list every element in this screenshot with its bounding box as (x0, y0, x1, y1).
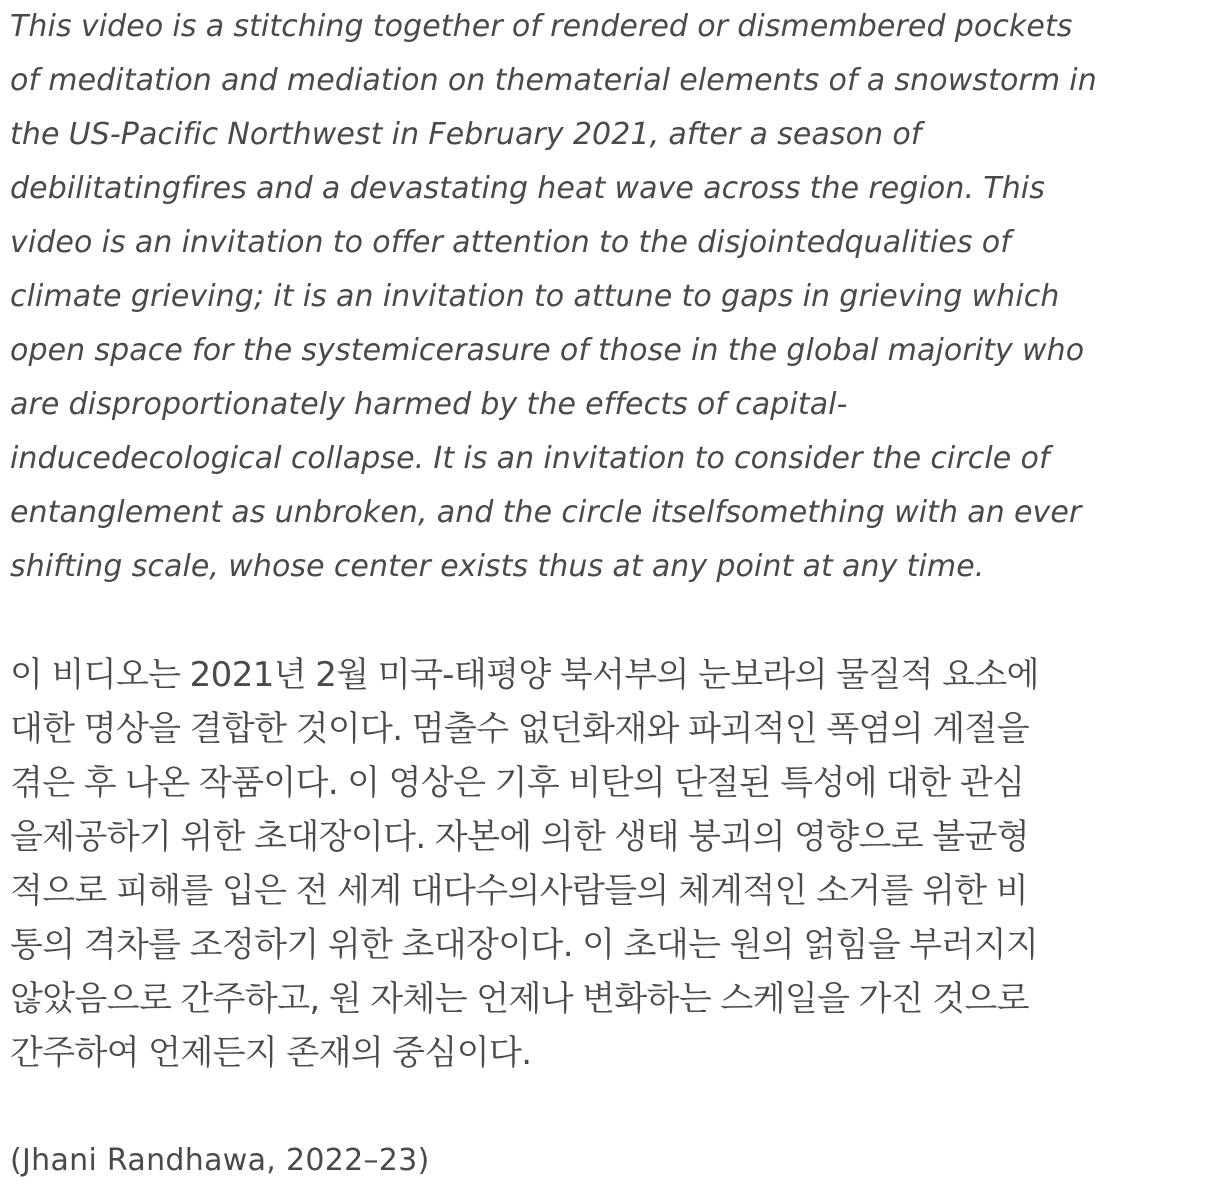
english-line: open space for the systemicerasure of those in the global majority who (10, 333, 1085, 368)
english-line: climate grieving; it is an invitation to attune to gaps in grieving which (10, 279, 1060, 314)
english-line: video is an invitation to offer attention to the disjointedqualities of (10, 225, 1011, 260)
korean-line: 적으로 피해를 입은 전 세계 대다수의사람들의 체계적인 소거를 위한 비 (10, 871, 1028, 911)
english-line: This video is a stitching together of rendered or dismembered pockets (10, 9, 1073, 44)
english-line: inducedecological collapse. It is an invitation to consider the circle of (10, 441, 1050, 476)
korean-line: 이 비디오는 2021년 2월 미국-태평양 북서부의 눈보라의 물질적 요소에 (10, 655, 1039, 695)
korean-line: 겪은 후 나온 작품이다. 이 영상은 기후 비탄의 단절된 특성에 대한 관심 (10, 763, 1025, 803)
english-statement (10, 0, 1210, 594)
korean-line: 통의 격차를 조정하기 위한 초대장이다. 이 초대는 원의 얽힘을 부러지지 (10, 925, 1039, 965)
korean-line: 간주하여 언제든지 존재의 중심이다. (10, 1033, 532, 1073)
korean-line: 않았음으로 간주하고, 원 자체는 언제나 변화하는 스케일을 가진 것으로 (10, 979, 1029, 1019)
english-line: entanglement as unbroken, and the circle itselfsomething with an ever (10, 495, 1082, 530)
english-line: shifting scale, whose center exists thus at any point at any time. (10, 549, 985, 584)
english-line: are disproportionately harmed by the effects of capital- (10, 387, 848, 422)
korean-line: 을제공하기 위한 초대장이다. 자본에 의한 생태 붕괴의 영향으로 불균형 (10, 817, 1029, 857)
english-line: the US-Pacific Northwest in February 2021, after a season of (10, 117, 922, 152)
statement-body (10, 0, 1210, 1188)
english-line: debilitatingfires and a devastating heat wave across the region. This (10, 171, 1045, 206)
korean-statement (10, 648, 1210, 1080)
author-credit: (Jhani Randhawa, 2022–23) (10, 1143, 430, 1178)
english-line: of meditation and mediation on thematerial elements of a snowstorm in (10, 63, 1097, 98)
korean-line: 대한 명상을 결합한 것이다. 멈출수 없던화재와 파괴적인 폭염의 계절을 (10, 709, 1029, 749)
